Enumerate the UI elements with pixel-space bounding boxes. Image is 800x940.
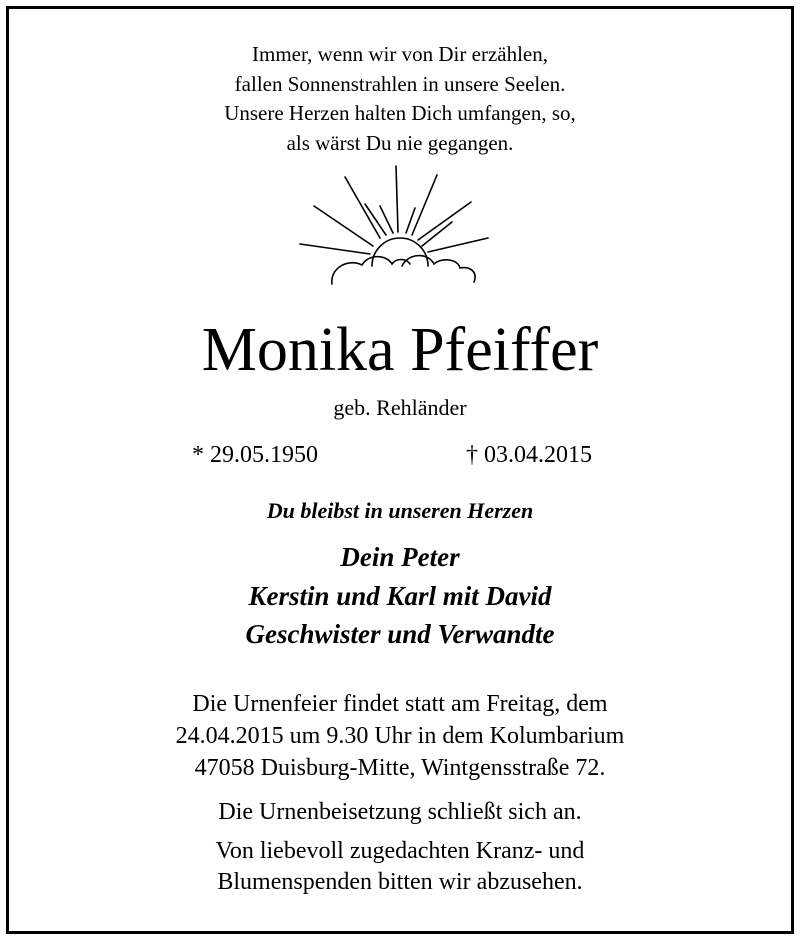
deceased-name: Monika Pfeiffer	[201, 316, 599, 384]
birth-date: * 29.05.1950	[192, 442, 318, 468]
service-info	[0, 688, 800, 784]
maiden-name: geb. Rehländer	[333, 395, 467, 420]
service-line: 47058 Duisburg-Mitte, Wintgensstraße 72.	[194, 755, 606, 781]
mourner: Geschwister und Verwandte	[245, 619, 555, 649]
motto: Du bleibst in unseren Herzen	[266, 498, 534, 523]
death-date: † 03.04.2015	[466, 442, 592, 468]
poem	[0, 40, 800, 158]
flowers-line: Blumenspenden bitten wir abzusehen.	[217, 869, 583, 895]
poem-line: als wärst Du nie gegangen.	[286, 130, 514, 155]
flowers-note	[0, 836, 800, 898]
poem-line: Unsere Herzen halten Dich umfangen, so,	[224, 101, 576, 125]
mourners-list	[0, 538, 800, 654]
service-line: Die Urnenfeier findet statt am Freitag, dem	[192, 691, 608, 717]
service-line: 24.04.2015 um 9.30 Uhr in dem Kolumbarium	[175, 723, 625, 749]
poem-line: fallen Sonnenstrahlen in unsere Seelen.	[234, 71, 566, 96]
sun-behind-clouds-icon	[290, 160, 510, 290]
mourner: Kerstin und Karl mit David	[248, 580, 552, 611]
burial-note: Die Urnenbeisetzung schließt sich an.	[218, 799, 582, 825]
poem-line: Immer, wenn wir von Dir erzählen,	[252, 42, 548, 66]
flowers-line: Von liebevoll zugedachten Kranz- und	[215, 838, 585, 864]
mourner: Dein Peter	[340, 542, 460, 572]
